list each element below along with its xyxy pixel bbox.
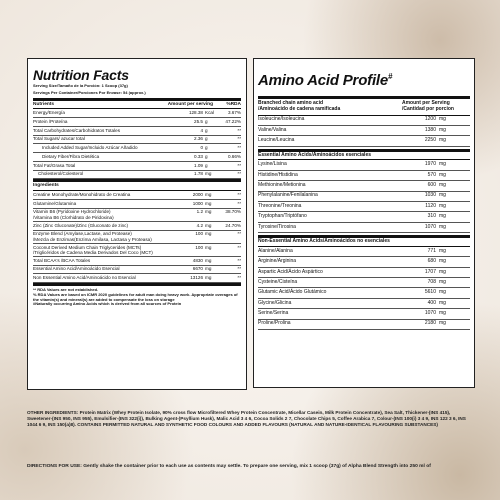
nutrient-amount: 1.78: [194, 171, 203, 177]
nutrient-unit: mg: [205, 231, 212, 237]
nutrient-name: Cholesterol/Colesterol: [38, 171, 84, 177]
amino-name: Valine/Valina: [258, 126, 287, 133]
nutrient-unit: mg: [205, 191, 212, 197]
amino-row: [258, 257, 470, 267]
amino-row: [258, 116, 470, 126]
nutrient-unit: mg: [205, 200, 212, 206]
nutrient-rda: **: [237, 231, 241, 237]
nutrient-name: Total Carbohydrates/Carbohidratos Totales: [33, 127, 120, 133]
note-rda: ** RDA Values are not established.: [33, 287, 99, 293]
nutrition-title: Nutrition Facts: [33, 67, 129, 83]
other-ingredients-text: Protein Matrix (Whey Protein Isolate, 90% cross flow Microfiltered Whey Protein Concentrate, Micellar Casein, Milk Protein Concentrate), Sea Salt, Thickener-(INS 415), Sweetener-(INS 950, INS 955), Emulsifier-(INS 322(i)), Bulking Agent-(Psyllium Husk), Malic Acid 3 4 6, Cocoa Solids 2 7, Chocolate Chips 5, Coffee Arabica 7, Colour-(INS 100(i) 3 4 9, INS 122 3 6, INS 1044 6 9, INS 150(a)8). CONTAINS PERMITTED NATURAL AND SYNTHETIC FOOD COLOURS AND ADDED FLAVOURS (NATURAL AND NATURE-IDENTICAL FLAVOURING SUBSTANCES): [27, 410, 466, 427]
amino-row: [258, 192, 470, 202]
nutrient-rda: **: [237, 244, 241, 250]
nutrient-unit: g: [205, 162, 208, 168]
nutrient-name: Included Added Sugar/Incluido Azúcar Añadido: [42, 145, 138, 151]
nutrient-rows: [33, 109, 241, 179]
amino-row: [258, 181, 470, 191]
amino-value: 2250: [424, 137, 436, 144]
amino-value: 1200: [424, 116, 436, 123]
amino-name: Aspartic Acid/Ácido Aspártico: [258, 268, 323, 275]
nutrient-rda: **: [237, 200, 241, 206]
nutrient-row: [33, 231, 241, 244]
nutrient-unit: Kcal: [205, 109, 214, 115]
amino-name: Serine/Serina: [258, 310, 289, 317]
amino-name: Glycine/Glicina: [258, 299, 292, 306]
nutrient-name: Dietary Fiber/Fibra Dietética: [42, 153, 100, 159]
nutrient-row: [33, 257, 241, 266]
amino-name: Alanine/Alanina: [258, 247, 293, 254]
nutrient-name: Coconut Derived Medium Chain Triglycerides (MCTs) /Triglicéridos de Cadena Media Derivados Del Coco (MCT): [33, 244, 153, 255]
amino-row: [258, 212, 470, 222]
nutrient-rda: **: [237, 127, 241, 133]
nutrient-unit: g: [205, 118, 208, 124]
nutrient-row: [33, 222, 241, 231]
note-amino: #Naturally occurring Amino Acids which is derived from all sources of Protein: [33, 301, 182, 307]
amino-unit: mg: [439, 247, 446, 254]
amino-row: [258, 288, 470, 298]
amino-row: [258, 268, 470, 278]
amino-value: 1970: [424, 161, 436, 168]
nutrient-amount: 128.38: [188, 109, 203, 115]
nutrient-row: [33, 191, 241, 200]
amino-value: 771: [427, 247, 436, 254]
amino-unit: mg: [439, 310, 446, 317]
amino-name: Proline/Prolina: [258, 320, 291, 327]
nutrient-unit: mg: [205, 171, 212, 177]
nutrient-amount: 4: [200, 127, 203, 133]
amino-unit: mg: [439, 116, 446, 123]
servings-per-container: Servings Per Container/Porciones Por Envase: 54 (approx.): [33, 89, 146, 95]
nutrient-unit: mg: [205, 244, 212, 250]
amino-name: Tryptophan/Triptófano: [258, 213, 307, 220]
nutrient-rda: **: [237, 257, 241, 263]
nutrient-amount: 0.33: [194, 153, 203, 159]
nutrient-amount: 1000: [192, 200, 203, 206]
nutrition-header: [33, 101, 241, 110]
amino-unit: mg: [439, 320, 446, 327]
nutrient-amount: 6670: [192, 266, 203, 272]
nutrition-notes: [33, 288, 241, 307]
amino-header-left: Branched chain amino acid /Aminoácido de cadena ramificada: [258, 100, 341, 112]
nutrient-rda: **: [237, 162, 241, 168]
header-amount: Amount per serving: [167, 101, 213, 107]
nutrient-rda: 38.70%: [225, 209, 241, 215]
amino-value: 1070: [424, 310, 436, 317]
essential-rows: [258, 160, 470, 233]
amino-name: Isoleucine/Isoleucina: [258, 116, 305, 123]
bcaa-rows: [258, 116, 470, 147]
nutrient-row: [33, 171, 241, 180]
note-icmr: % RDA Values are based on ICMR 2020 guidelines for adult man doing heavy work. Appropriate overages of the vitamin(s) and mineral(s) are added to compensate the loss on storage: [33, 291, 238, 302]
amino-unit: mg: [439, 182, 446, 189]
amino-row: [258, 126, 470, 136]
nutrient-row: [33, 209, 241, 222]
amino-name: Arginine/Arginina: [258, 258, 297, 265]
amino-value: 680: [427, 258, 436, 265]
nutrient-name: Essential Amino Acid/Aminoácido Esencial: [33, 266, 120, 272]
nutrient-row: [33, 118, 241, 127]
nutrient-name: Protein /Proteína: [33, 118, 68, 124]
nutrient-amount: 1.09: [194, 162, 203, 168]
amino-unit: mg: [439, 289, 446, 296]
amino-unit: mg: [439, 278, 446, 285]
directions-label: DIRECTIONS FOR USE:: [27, 464, 82, 469]
amino-value: 708: [427, 278, 436, 285]
nutrient-rda: 3.67%: [227, 109, 241, 115]
amino-name: Histidine/Histidina: [258, 171, 298, 178]
amino-name: Glutamic Acid/Ácido Glutámico: [258, 289, 327, 296]
other-ingredients: [27, 410, 475, 428]
amino-acid-panel: [253, 58, 475, 388]
nutrient-name: Creatine Monohydrate/Monohidrato de Creatina: [33, 191, 131, 197]
amino-row: [258, 278, 470, 288]
directions-text: Gently shake the container prior to each use as contents may settle. To prepare one serving, mix 1 scoop (37g) of Alpha Blend Strength into 250 ml of: [83, 464, 431, 469]
nutrient-rda: **: [237, 171, 241, 177]
nutrient-name: Zinc (Zinc Gluconate)/Zinc (Gluconato de zinc): [33, 222, 128, 228]
nutrient-rda: **: [237, 145, 241, 151]
amino-unit: mg: [439, 126, 446, 133]
nutrient-unit: g: [205, 153, 208, 159]
ingredient-rows: [33, 191, 241, 283]
amino-name: Phenylalanine/Fenilalanina: [258, 192, 318, 199]
amino-row: [258, 320, 470, 330]
amino-unit: mg: [439, 171, 446, 178]
amino-row: [258, 247, 470, 257]
amino-title: [258, 73, 470, 88]
amino-header: [258, 96, 470, 116]
amino-name: Leucine/Leucina: [258, 137, 295, 144]
nutrient-name: Non Essential Amino Acid/Aminoácido no Esencial: [33, 275, 136, 281]
nutrient-unit: g: [205, 136, 208, 142]
amino-row: [258, 299, 470, 309]
nutrient-row: [33, 127, 241, 136]
amino-unit: mg: [439, 213, 446, 220]
nutrient-amount: 2.36: [194, 136, 203, 142]
nutrient-name: Glutamine/Glutamina: [33, 200, 77, 206]
amino-title-mark: #: [388, 72, 393, 81]
amino-unit: mg: [439, 258, 446, 265]
nutrient-name: Energy/Energía: [33, 109, 65, 115]
nutrient-unit: g: [205, 145, 208, 151]
header-nutrients: Nutrients: [33, 101, 55, 107]
nutrient-amount: 1.2: [196, 209, 203, 215]
amino-value: 1380: [424, 126, 436, 133]
nutrient-name: Total Sugars/ azucar total: [33, 136, 85, 142]
amino-row: [258, 223, 470, 233]
amino-unit: mg: [439, 202, 446, 209]
amino-value: 1707: [424, 268, 436, 275]
amino-value: 1120: [425, 202, 436, 209]
amino-header-right: Amount per Serving /Cantidad por porcion: [402, 100, 454, 112]
nutrient-name: Vitamin B6 (Pyridoxine Hydrochloride) /Vitamina B6 (Clorhidrato de Piridoxina): [33, 209, 114, 220]
amino-value: 2180: [424, 320, 436, 327]
nutrient-amount: 4.2: [196, 222, 203, 228]
nutrient-amount: 100: [195, 244, 203, 250]
nutrient-rda: 24.70%: [225, 222, 241, 228]
directions: [27, 464, 475, 470]
amino-value: 570: [427, 171, 436, 178]
nutrient-rda: 0.66%: [227, 153, 241, 159]
header-rda: %RDA: [226, 101, 241, 107]
amino-name: Tyrosine/Tirosina: [258, 223, 296, 230]
nutrient-row: [33, 200, 241, 209]
amino-row: [258, 171, 470, 181]
nonessential-rows: [258, 247, 470, 330]
nutrient-unit: mg: [205, 266, 212, 272]
nutrient-row: [33, 274, 241, 283]
nutrient-name: Enzyme Blend (Amylase,Lactase, and Protease) /Mezcla de Enzimas(Enzima Amilasa, Lactasa y Proteasa): [33, 231, 152, 242]
nutrient-row: [33, 144, 241, 153]
nutrient-amount: 0: [200, 145, 203, 151]
amino-unit: mg: [439, 137, 446, 144]
amino-name: Threonine/Treonina: [258, 202, 302, 209]
nutrient-name: Total BCAA's /BCAA Totales: [33, 257, 91, 263]
nutrient-row: [33, 153, 241, 162]
amino-unit: mg: [439, 223, 446, 230]
nutrient-unit: mg: [205, 209, 212, 215]
nutrient-unit: mg: [205, 275, 212, 281]
amino-name: Cysteine/Cisteína: [258, 278, 298, 285]
amino-row: [258, 136, 470, 146]
nutrient-amount: 4830: [192, 257, 203, 263]
amino-value: 600: [427, 182, 436, 189]
serving-size: Serving Size/Tamaño de la Porción: 1 Scoop (37g): [33, 83, 128, 88]
nutrient-unit: mg: [205, 222, 212, 228]
ingredients-header: Ingredients: [33, 182, 241, 191]
amino-row: [258, 160, 470, 170]
nutrient-rda: **: [237, 266, 241, 272]
amino-title-text: Amino Acid Profile: [258, 72, 389, 89]
nutrient-unit: mg: [205, 257, 212, 263]
nutrient-rda: **: [237, 191, 241, 197]
amino-value: 310: [427, 213, 436, 220]
nutrient-amount: 25.5: [194, 118, 203, 124]
amino-name: Lysine/Lisina: [258, 161, 287, 168]
divider: [33, 283, 241, 286]
amino-row: [258, 202, 470, 212]
amino-value: 1030: [424, 192, 436, 199]
nutrient-row: [33, 162, 241, 171]
nutrient-rda: 47.22%: [225, 118, 241, 124]
amino-value: 1070: [424, 223, 436, 230]
amino-name: Methionine/Metionina: [258, 182, 306, 189]
essential-header: Essential Amino Acids/Aminoácidos esenciales: [258, 149, 470, 161]
nutrient-row: [33, 136, 241, 145]
nutrient-amount: 100: [195, 231, 203, 237]
nutrient-row: [33, 266, 241, 275]
amino-unit: mg: [439, 161, 446, 168]
amino-row: [258, 309, 470, 319]
amino-value: 400: [427, 299, 436, 306]
nutrient-amount: 13126: [190, 275, 203, 281]
other-ingredients-label: OTHER INGREDIENTS:: [27, 410, 79, 415]
nutrient-row: [33, 109, 241, 118]
nutrient-row: [33, 244, 241, 257]
amino-unit: mg: [439, 192, 446, 199]
nonessential-header: Non-Essential Amino Acids/Aminoácidos no esenciales: [258, 235, 470, 247]
nutrition-facts-panel: [27, 58, 247, 390]
nutrient-rda: **: [237, 275, 241, 281]
nutrient-amount: 2000: [192, 191, 203, 197]
amino-unit: mg: [439, 268, 446, 275]
amino-unit: mg: [439, 299, 446, 306]
nutrient-name: Total Fat/Grasa Total: [33, 162, 76, 168]
nutrient-rda: **: [237, 136, 241, 142]
nutrient-unit: g: [205, 127, 208, 133]
amino-value: 5610: [424, 289, 436, 296]
